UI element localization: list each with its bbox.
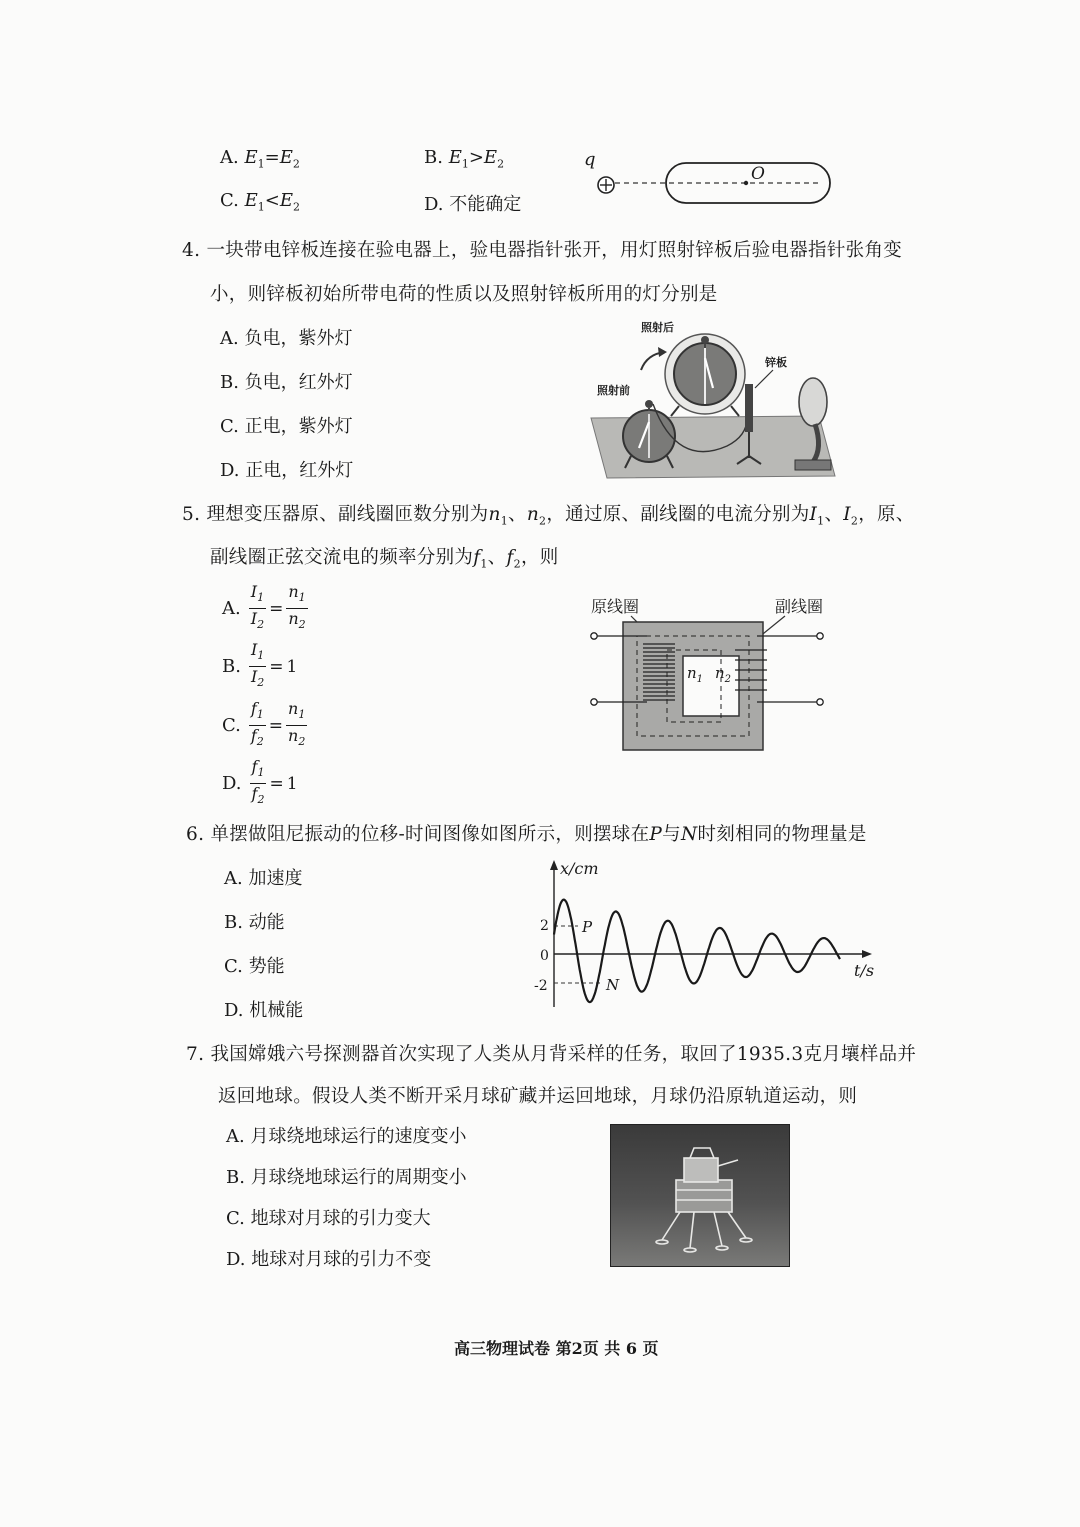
- q4-stem-line1: 4. 一块带电锌板连接在验电器上，验电器指针张开，用灯照射锌板后验电器指针张角变: [182, 240, 903, 261]
- q3-option-a[interactable]: A. $E_1=E_2$: [220, 147, 300, 171]
- q4-option-d[interactable]: D. 正电，红外灯: [220, 460, 354, 481]
- center-label: O: [751, 164, 765, 184]
- y-tick-neg2: -2: [534, 978, 548, 994]
- n2-label: $n_2$: [715, 664, 732, 685]
- q7-stem-line2: 返回地球。假设人类不断开采月球矿藏并运回地球，月球仍沿原轨道运动，则: [218, 1086, 858, 1107]
- q7-option-b[interactable]: B. 月球绕地球运行的周期变小: [226, 1167, 467, 1188]
- q5-option-d[interactable]: D. $\frac{f_1}{f_2}$ = 1: [222, 757, 298, 807]
- charge-label: q: [584, 149, 596, 170]
- q4-figure: [587, 318, 839, 480]
- before-label: 照射前: [597, 384, 630, 397]
- q7-stem-line1: 7. 我国嫦娥六号探测器首次实现了人类从月背采样的任务，取回了1935.3克月壤样品并: [186, 1044, 917, 1065]
- q5-option-c[interactable]: C. $\frac{f_1}{f_2}$ = $\frac{n_1}{n_2}$: [222, 699, 306, 749]
- y-tick-2: 2: [540, 918, 549, 934]
- q5-option-b[interactable]: B. $\frac{I_1}{I_2}$ = 1: [222, 640, 298, 690]
- lander-photo: [610, 1124, 790, 1267]
- q5-stem-line1: 5. 理想变压器原、副线圈匝数分别为$n_1$、$n_2$，通过原、副线圈的电流分别为$I_1$、$I_2$，原、: [182, 504, 915, 528]
- zinc-plate-icon: [745, 384, 753, 432]
- q6-option-b[interactable]: B. 动能: [224, 912, 285, 933]
- primary-label: 原线圈: [591, 597, 640, 616]
- q6-stem: 6. 单摆做阻尼振动的位移-时间图像如图所示，则摆球在P与N时刻相同的物理量是: [186, 824, 867, 845]
- n1-label: $n_1$: [687, 664, 704, 685]
- p-label: P: [582, 918, 593, 936]
- after-label: 照射后: [641, 321, 674, 334]
- q4-option-a[interactable]: A. 负电，紫外灯: [220, 328, 353, 349]
- q6-option-c[interactable]: C. 势能: [224, 956, 285, 977]
- y-axis-label: x/cm: [560, 859, 599, 878]
- primary-coil-icon: [643, 644, 675, 700]
- x-axis-label: t/s: [854, 961, 875, 980]
- page-footer: 高三物理试卷 第2页 共 6 页: [454, 1339, 659, 1358]
- q6-option-a[interactable]: A. 加速度: [224, 868, 303, 889]
- q5-option-a[interactable]: A. $\frac{I_1}{I_2}$ = $\frac{n_1}{n_2}$: [222, 582, 306, 632]
- q7-option-c[interactable]: C. 地球对月球的引力变大: [226, 1208, 431, 1229]
- electroscope-after-icon: [665, 334, 745, 416]
- q3-option-c[interactable]: C. $E_1<E_2$: [220, 190, 300, 214]
- series-curve: [554, 900, 840, 1003]
- q5-figure: [585, 590, 835, 755]
- q4-option-b[interactable]: B. 负电，红外灯: [220, 372, 353, 393]
- plate-label: 锌板: [765, 356, 787, 369]
- q3-option-d[interactable]: D. 不能确定: [424, 194, 522, 215]
- q7-option-d[interactable]: D. 地球对月球的引力不变: [226, 1249, 432, 1270]
- q7-option-a[interactable]: A. 月球绕地球运行的速度变小: [226, 1126, 467, 1147]
- q5-stem-line2: 副线圈正弦交流电的频率分别为$f_1$、$f_2$，则: [210, 547, 559, 571]
- secondary-label: 副线圈: [775, 597, 824, 616]
- y-tick-0: 0: [540, 948, 549, 964]
- q6-option-d[interactable]: D. 机械能: [224, 1000, 304, 1021]
- oscillation-chart: [520, 852, 890, 1012]
- q3-figure: [575, 145, 840, 210]
- iron-core: [623, 622, 763, 750]
- q3-option-b[interactable]: B. $E_1>E_2$: [424, 147, 505, 171]
- q4-option-c[interactable]: C. 正电，紫外灯: [220, 416, 353, 437]
- n-label: N: [606, 976, 620, 994]
- electroscope-before-icon: [623, 400, 675, 468]
- q4-stem-line2: 小，则锌板初始所带电荷的性质以及照射锌板所用的灯分别是: [210, 284, 718, 305]
